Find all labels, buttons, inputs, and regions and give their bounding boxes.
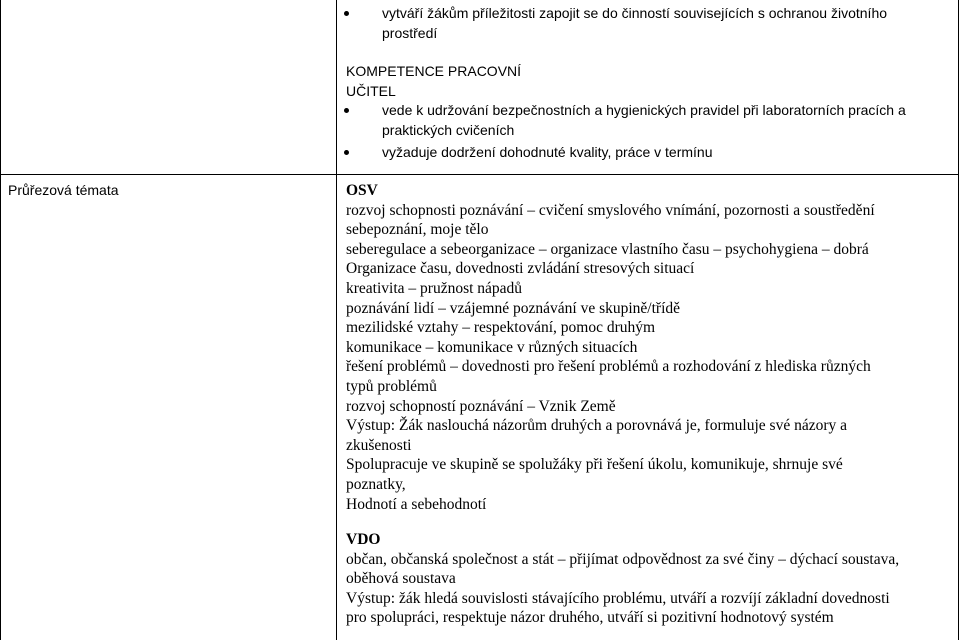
osv-line: kreativita – pružnost nápadů [346, 279, 523, 297]
osv-heading: OSV [346, 182, 378, 199]
vdo-section [346, 530, 946, 628]
table-border-left [0, 0, 1, 640]
competence-section [346, 62, 946, 101]
vdo-heading: VDO [346, 531, 381, 548]
osv-line: Organizace času, dovednosti zvládání stresových situací [346, 260, 695, 278]
osv-line: Spolupracuje ve skupině se spolužáky při řešení úkolu, komunikuje, shrnuje své [346, 456, 843, 474]
bullet-icon [344, 11, 349, 16]
vdo-line: občan, občanská společnost a stát – přijímat odpovědnost za své činy – dýchací soustava, [346, 550, 900, 568]
section-subheading: UČITEL [346, 82, 396, 99]
osv-line: Hodnotí a sebehodnotí [346, 495, 487, 513]
vdo-line: Výstup: žák hledá souvislosti stávajícího problému, utváří a rozvíjí základní dovednosti [346, 589, 890, 607]
osv-line: poznávání lidí – vzájemné poznávání ve skupině/třídě [346, 299, 680, 317]
osv-line: seberegulace a sebeorganizace – organizace vlastního času – psychohygiena – dobrá [346, 240, 869, 258]
osv-line: typů problémů [346, 377, 437, 395]
row-label: Průřezová témata [8, 182, 119, 198]
list-item: vyžaduje dodržení dohodnuté kvality, práce v termínu [360, 143, 950, 163]
osv-line: řešení problémů – dovednosti pro řešení problémů a rozhodování z hlediska různých [346, 358, 871, 376]
osv-line: rozvoj schopností poznávání – Vznik Země [346, 397, 616, 415]
osv-line: sebepoznání, moje tělo [346, 221, 489, 239]
list-item: vede k udržování bezpečnostních a hygienických pravidel při laboratorních pracích a praktických cvičeních [360, 101, 950, 140]
column-divider [336, 0, 337, 640]
osv-line: Výstup: Žák naslouchá názorům druhých a porovnává je, formuluje své názory a [346, 417, 848, 435]
vdo-line: oběhová soustava [346, 570, 456, 588]
table-border-right [958, 0, 959, 640]
osv-line: komunikace – komunikace v různých situacích [346, 338, 638, 356]
osv-line: zkušenosti [346, 436, 412, 454]
bullet-icon [344, 108, 349, 113]
osv-line: poznatky, [346, 475, 406, 493]
row-divider [0, 174, 959, 175]
bullet-icon [344, 150, 349, 155]
osv-line: rozvoj schopnosti poznávání – cvičení smyslového vnímání, pozornosti a soustředění [346, 201, 875, 219]
vdo-line: pro spolupráci, respektuje názor druhého, utváří si pozitivní hodnotový systém [346, 609, 834, 627]
osv-line: mezilidské vztahy – respektování, pomoc druhým [346, 319, 656, 337]
list-item: vytváří žákům příležitosti zapojit se do činností souvisejících s ochranou životního prostředí [360, 4, 950, 43]
osv-section [346, 181, 946, 514]
section-heading: KOMPETENCE PRACOVNÍ [346, 63, 522, 79]
